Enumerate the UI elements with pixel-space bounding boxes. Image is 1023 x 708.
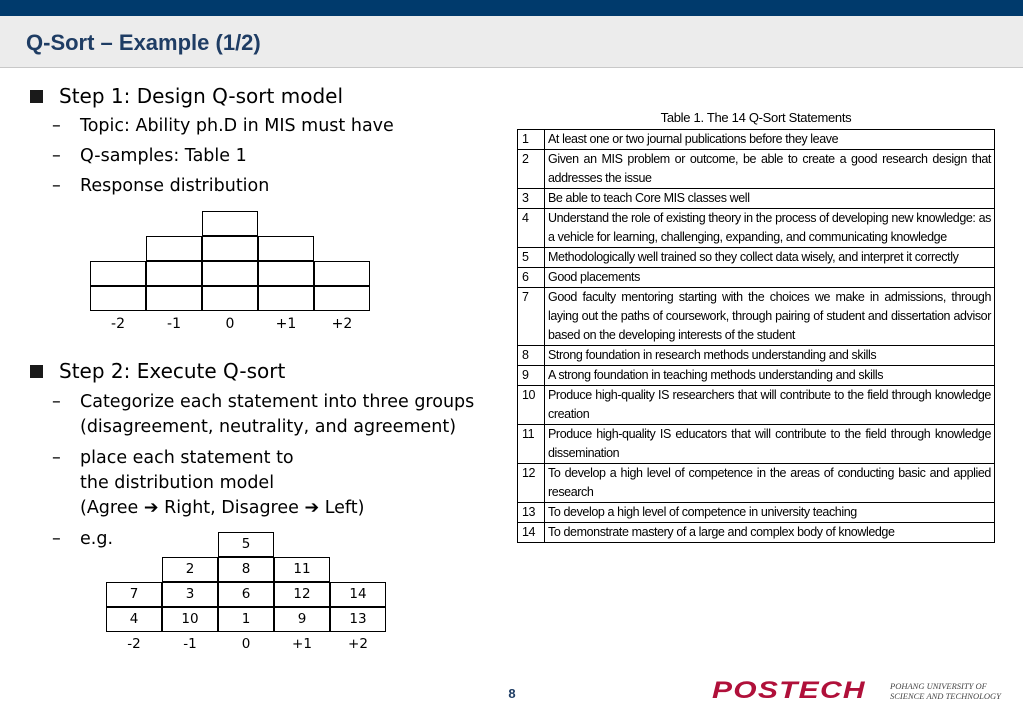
distribution-column-label: +1 (275, 316, 297, 332)
distribution-column-labels (90, 316, 372, 334)
right-arrow-icon: ➔ (304, 498, 320, 518)
step2-bullet-place: – place each statement to the distribution model (Agree ➔ Right, Disagree ➔ Left) (52, 446, 364, 521)
table-row (518, 523, 995, 543)
example-cell: 12 (274, 582, 330, 607)
bullet-text: Topic: Ability ph.D in MIS must have (80, 116, 394, 136)
table-row (518, 189, 995, 209)
distribution-cell (314, 261, 370, 286)
example-cell: 10 (162, 607, 218, 632)
statement-text: Be able to teach Core MIS classes well (545, 189, 995, 209)
bullet-text: place each statement to (80, 448, 294, 468)
bullet-text: Response distribution (80, 176, 270, 196)
distribution-cell (146, 261, 202, 286)
step2-bullet-eg: – e.g. (52, 529, 114, 549)
statement-number: 7 (518, 288, 545, 346)
distribution-cell (202, 286, 258, 311)
example-cell: 14 (330, 582, 386, 607)
table-row (518, 386, 995, 425)
distribution-cell (202, 261, 258, 286)
statement-number: 11 (518, 425, 545, 464)
statement-number: 6 (518, 268, 545, 288)
table-row (518, 346, 995, 366)
statement-number: 5 (518, 248, 545, 268)
bullet-text: e.g. (80, 529, 114, 549)
statement-text: Good faculty mentoring starting with the choices we make in admissions, through laying out the paths of coursework, through pairing of student and dissertation advisor based on the developing interests of the student (545, 288, 995, 346)
example-column-label: -2 (127, 636, 141, 652)
step2-heading: Step 2: Execute Q-sort (59, 359, 286, 383)
statement-number: 9 (518, 366, 545, 386)
postech-logo (712, 678, 1001, 704)
distribution-column-label: -1 (167, 316, 181, 332)
statement-number: 12 (518, 464, 545, 503)
qsort-statements-table (517, 129, 995, 543)
step1-bullet-topic: – Topic: Ability ph.D in MIS must have (52, 116, 394, 136)
distribution-cell (314, 286, 370, 311)
example-cell: 5 (218, 532, 274, 557)
distribution-cell (90, 261, 146, 286)
logo-subtitle: POHANG UNIVERSITY OF SCIENCE AND TECHNOLOGY (890, 681, 1001, 701)
statement-number: 3 (518, 189, 545, 209)
statement-text: Given an MIS problem or outcome, be able to create a good research design that addresses the issue (545, 150, 995, 189)
statement-text: A strong foundation in teaching methods understanding and skills (545, 366, 995, 386)
statement-text: Produce high-quality IS researchers that will contribute to the field through knowledge creation (545, 386, 995, 425)
step1-heading: Step 1: Design Q-sort model (59, 84, 343, 108)
example-cell: 1 (218, 607, 274, 632)
statement-number: 8 (518, 346, 545, 366)
example-column-label: 0 (241, 636, 251, 652)
step1-bullet-distribution: – Response distribution (52, 176, 270, 196)
example-cell: 9 (274, 607, 330, 632)
table-row (518, 503, 995, 523)
statement-number: 13 (518, 503, 545, 523)
distribution-column-label: +2 (331, 316, 353, 332)
top-accent-bar (0, 0, 1023, 16)
statement-number: 2 (518, 150, 545, 189)
step1-heading-row (30, 84, 343, 108)
title-bar (0, 16, 1023, 68)
statement-number: 14 (518, 523, 545, 543)
statement-text: Methodologically well trained so they collect data wisely, and interpret it correctly (545, 248, 995, 268)
table-row (518, 425, 995, 464)
page-number: 8 (508, 686, 516, 701)
example-column-labels (106, 636, 386, 654)
statement-text: Good placements (545, 268, 995, 288)
bullet-text: Q-samples: Table 1 (80, 146, 247, 166)
step2-heading-row (30, 359, 285, 383)
step2-bullet-categorize: – Categorize each statement into three groups (disagreement, neutrality, and agreement) (52, 390, 474, 440)
statement-text: Understand the role of existing theory in the process of developing new knowledge: as a vehicle for learning, challenging, expanding, and communicating knowledge (545, 209, 995, 248)
example-column-label: -1 (183, 636, 197, 652)
distribution-column-label: -2 (111, 316, 125, 332)
statement-text: Produce high-quality IS educators that will contribute to the field through knowledge dissemination (545, 425, 995, 464)
example-cell: 3 (162, 582, 218, 607)
example-cell: 8 (218, 557, 274, 582)
example-cell: 13 (330, 607, 386, 632)
statement-number: 10 (518, 386, 545, 425)
example-cell: 4 (106, 607, 162, 632)
bullet-text-direction: (Agree ➔ Right, Disagree ➔ Left) (80, 498, 365, 518)
statement-text: At least one or two journal publications before they leave (545, 130, 995, 150)
table-row (518, 130, 995, 150)
bullet-text: Categorize each statement into three groups (80, 392, 475, 412)
distribution-cell (202, 236, 258, 261)
table-row (518, 209, 995, 248)
statement-number: 4 (518, 209, 545, 248)
table-row (518, 464, 995, 503)
table-row (518, 288, 995, 346)
distribution-cell (202, 211, 258, 236)
table-row (518, 150, 995, 189)
distribution-column-label: 0 (225, 316, 235, 332)
square-bullet-icon (30, 365, 43, 378)
distribution-cell (146, 286, 202, 311)
step1-bullet-samples: – Q-samples: Table 1 (52, 146, 247, 166)
distribution-cell (90, 286, 146, 311)
example-cell: 11 (274, 557, 330, 582)
statement-text: To demonstrate mastery of a large and complex body of knowledge (545, 523, 995, 543)
response-distribution-grid (90, 211, 372, 311)
example-cell: 2 (162, 557, 218, 582)
table-row (518, 248, 995, 268)
bullet-text-continued: the distribution model (80, 473, 275, 493)
example-column-label: +1 (292, 636, 312, 652)
table-row (518, 268, 995, 288)
right-arrow-icon: ➔ (143, 498, 159, 518)
statement-text: To develop a high level of competence in university teaching (545, 503, 995, 523)
square-bullet-icon (30, 90, 43, 103)
distribution-cell (258, 286, 314, 311)
bullet-text-continued: (disagreement, neutrality, and agreement) (80, 417, 457, 437)
logo-wordmark: POSTECH (712, 677, 866, 704)
example-cell: 7 (106, 582, 162, 607)
distribution-cell (146, 236, 202, 261)
table-row (518, 366, 995, 386)
example-column-label: +2 (348, 636, 368, 652)
table1-caption: Table 1. The 14 Q-Sort Statements (660, 110, 852, 125)
slide-title: Q-Sort – Example (1/2) (26, 30, 261, 55)
distribution-cell (258, 261, 314, 286)
statement-text: To develop a high level of competence in the areas of conducting basic and applied research (545, 464, 995, 503)
example-cell: 6 (218, 582, 274, 607)
statement-text: Strong foundation in research methods understanding and skills (545, 346, 995, 366)
statement-number: 1 (518, 130, 545, 150)
distribution-cell (258, 236, 314, 261)
